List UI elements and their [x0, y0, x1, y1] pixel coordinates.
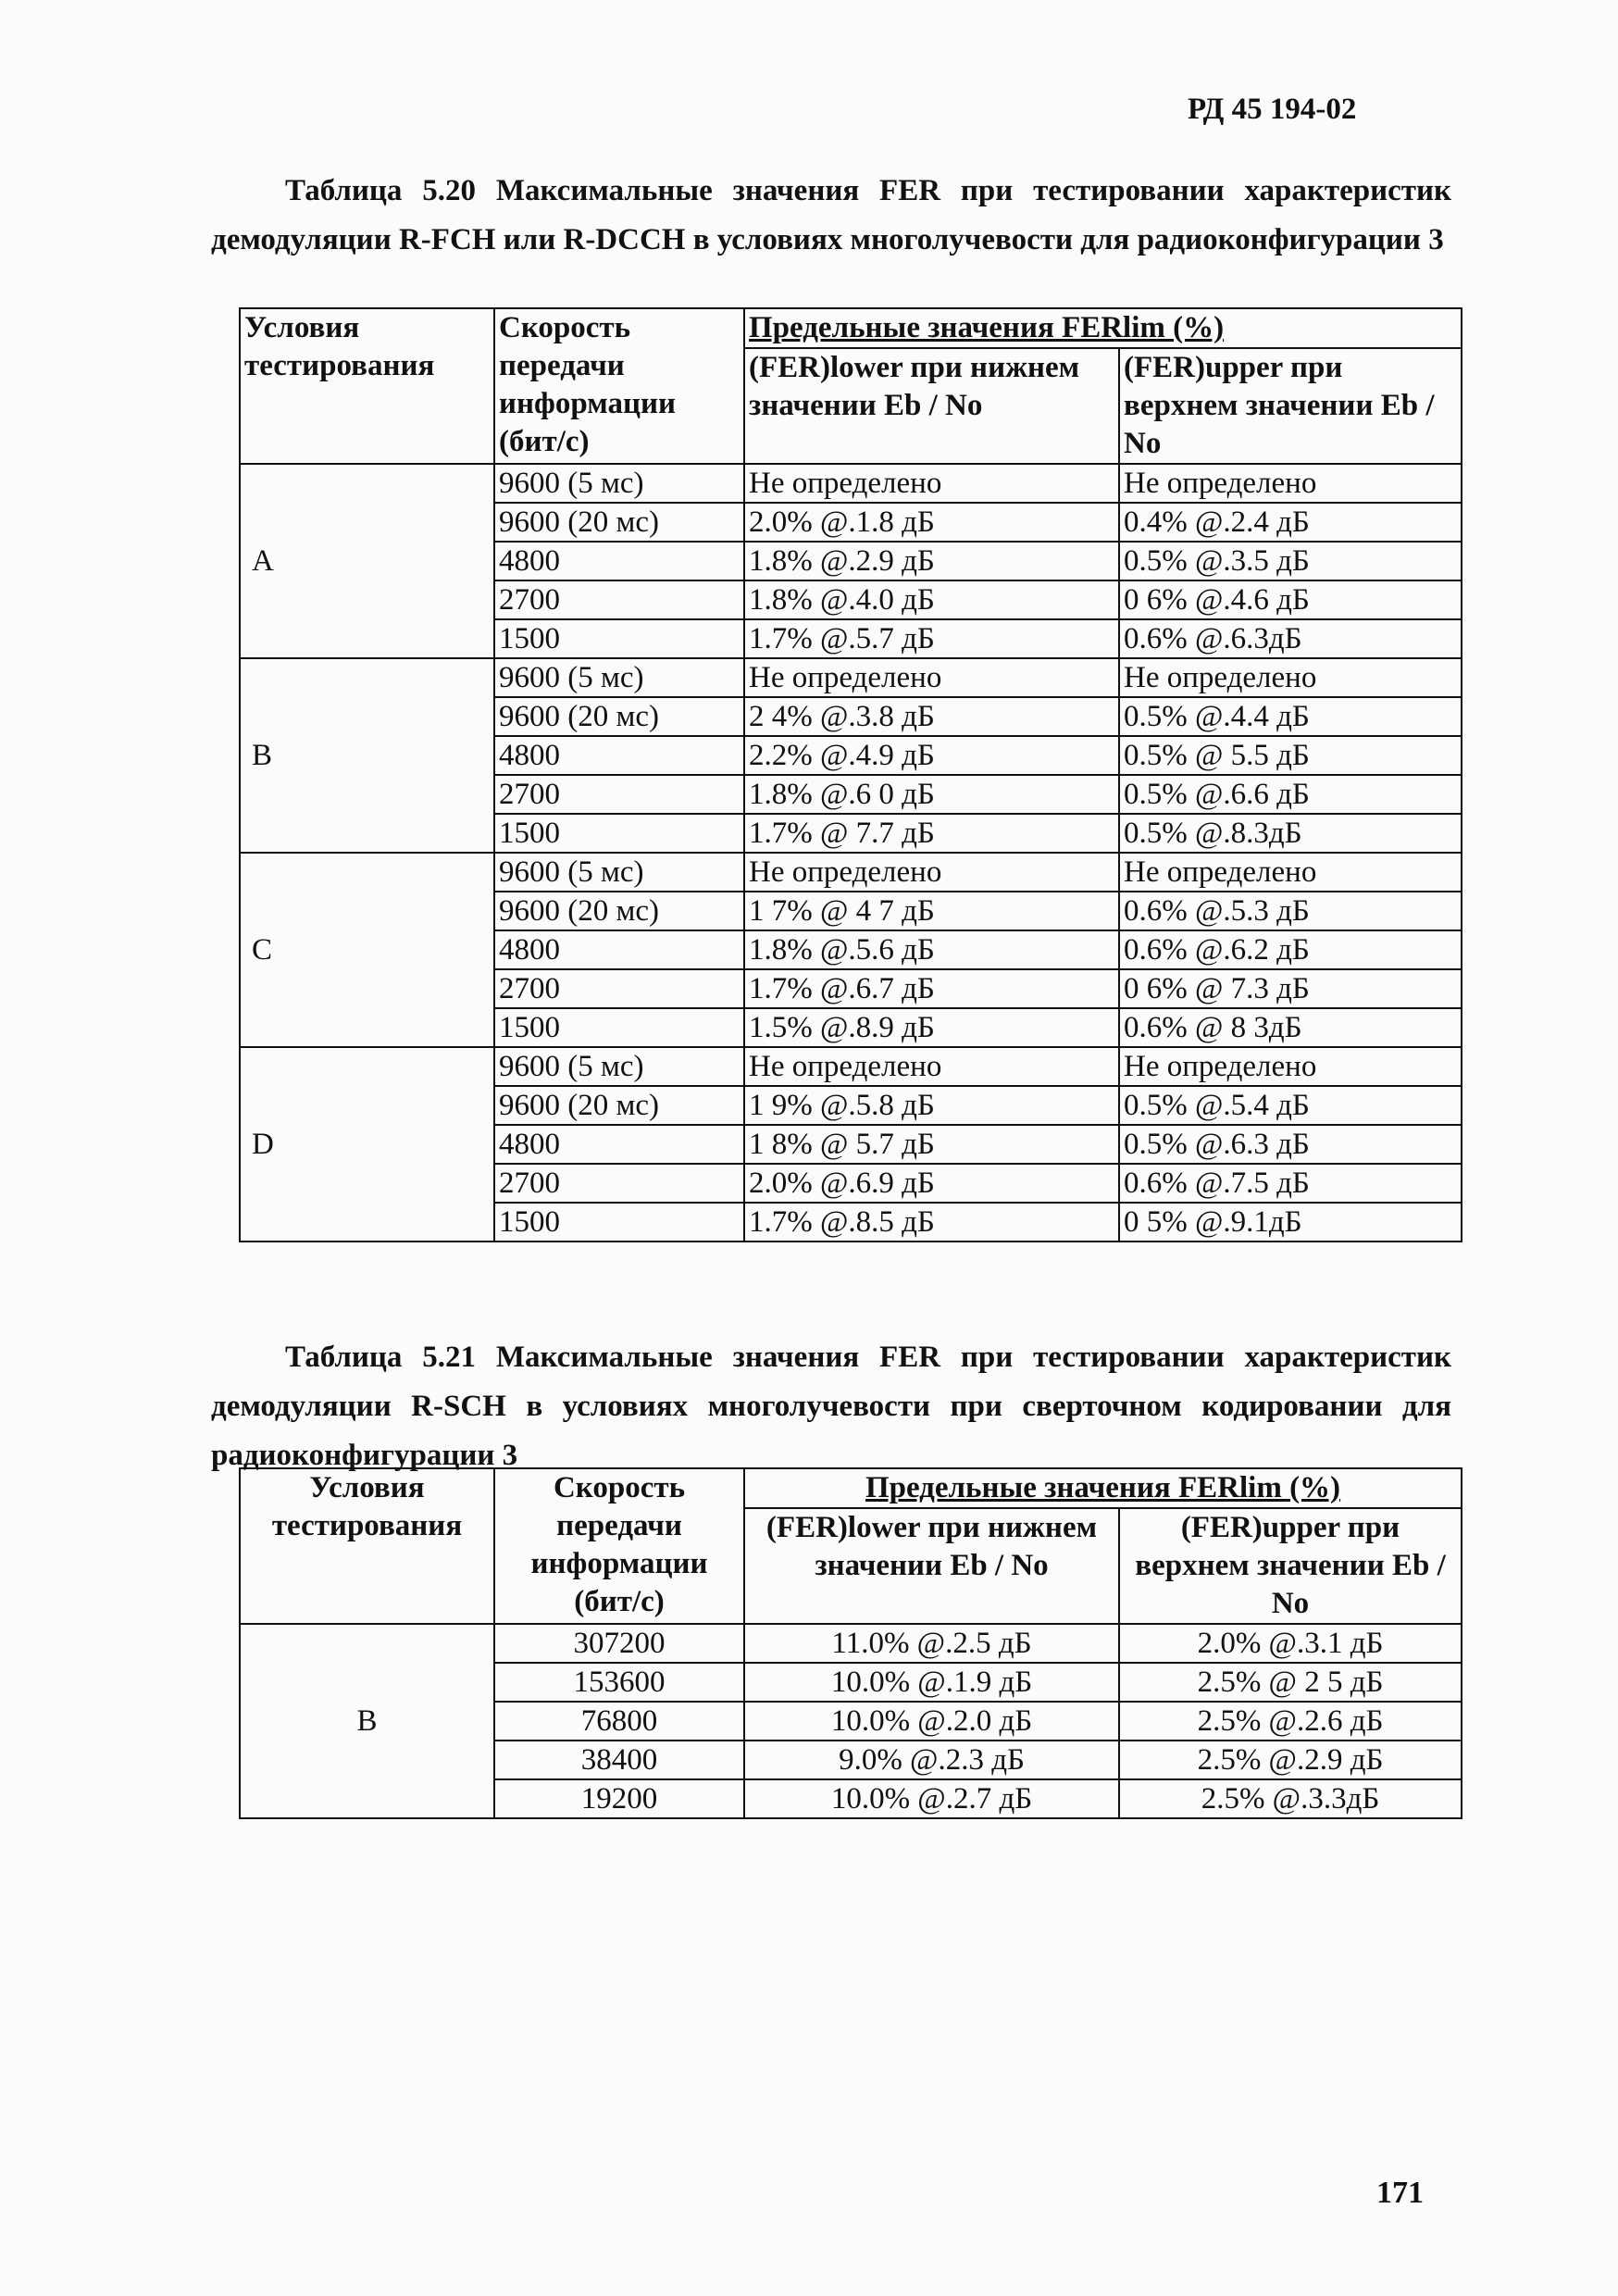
- header-fer-limits: Предельные значения FERlim (%): [744, 308, 1462, 348]
- upper-cell: 2.5% @ 2 5 дБ: [1119, 1663, 1462, 1702]
- rate-cell: 153600: [494, 1663, 744, 1702]
- rate-cell: 4800: [494, 930, 744, 969]
- lower-cell: Не определено: [744, 464, 1119, 503]
- rate-cell: 9600 (20 мс): [494, 892, 744, 930]
- lower-cell: 9.0% @.2.3 дБ: [744, 1741, 1119, 1779]
- table-row: [240, 1624, 1462, 1663]
- table-2-body: [240, 1624, 1462, 1818]
- rate-cell: 4800: [494, 736, 744, 775]
- upper-cell: 0.5% @.4.4 дБ: [1119, 697, 1462, 736]
- rate-cell: 19200: [494, 1779, 744, 1818]
- lower-cell: 2 4% @.3.8 дБ: [744, 697, 1119, 736]
- upper-cell: 0.5% @.3.5 дБ: [1119, 542, 1462, 580]
- rate-cell: 307200: [494, 1624, 744, 1663]
- lower-cell: 1.7% @.6.7 дБ: [744, 969, 1119, 1008]
- upper-cell: 0.4% @.2.4 дБ: [1119, 503, 1462, 542]
- header-fer-upper: (FER)upper при верхнем значении Eb / No: [1119, 1508, 1462, 1624]
- rate-cell: 1500: [494, 619, 744, 658]
- upper-cell: 0.6% @.6.3дБ: [1119, 619, 1462, 658]
- lower-cell: 1.7% @.8.5 дБ: [744, 1203, 1119, 1242]
- header-fer-limits: Предельные значения FERlim (%): [744, 1468, 1462, 1508]
- rate-cell: 2700: [494, 775, 744, 814]
- lower-cell: 1.8% @.4.0 дБ: [744, 580, 1119, 619]
- rate-cell: 4800: [494, 542, 744, 580]
- upper-cell: 0 5% @.9.1дБ: [1119, 1203, 1462, 1242]
- table-row: [240, 1047, 1462, 1086]
- rate-cell: 2700: [494, 580, 744, 619]
- rate-cell: 9600 (20 мс): [494, 697, 744, 736]
- upper-cell: 0.5% @ 5.5 дБ: [1119, 736, 1462, 775]
- lower-cell: 10.0% @.2.0 дБ: [744, 1702, 1119, 1741]
- rate-cell: 9600 (5 мс): [494, 853, 744, 892]
- upper-cell: 0.6% @.7.5 дБ: [1119, 1164, 1462, 1203]
- upper-cell: 2.0% @.3.1 дБ: [1119, 1624, 1462, 1663]
- upper-cell: 2.5% @.2.9 дБ: [1119, 1741, 1462, 1779]
- upper-cell: 0.5% @.8.3дБ: [1119, 814, 1462, 853]
- header-fer-upper: (FER)upper при верхнем значении Eb / No: [1119, 348, 1462, 464]
- fer-table-5-20: [239, 307, 1462, 1242]
- upper-cell: 0.5% @.6.3 дБ: [1119, 1125, 1462, 1164]
- lower-cell: Не определено: [744, 1047, 1119, 1086]
- upper-cell: Не определено: [1119, 658, 1462, 697]
- table-1-body: [240, 464, 1462, 1242]
- table-row: [240, 464, 1462, 503]
- upper-cell: 0.6% @ 8 3дБ: [1119, 1008, 1462, 1047]
- header-rate: Скорость передачи информации (бит/с): [494, 1468, 744, 1624]
- upper-cell: 2.5% @.2.6 дБ: [1119, 1702, 1462, 1741]
- rate-cell: 9600 (5 мс): [494, 658, 744, 697]
- lower-cell: 2.0% @.1.8 дБ: [744, 503, 1119, 542]
- table-1-caption: Таблица 5.20 Максимальные значения FER при тестировании характеристик демодуляции R-FCH или R-DCCH в условиях многолучевости для радиоконфигурации 3: [211, 174, 1451, 256]
- header-fer-lower: (FER)lower при нижнем значении Eb / No: [744, 348, 1119, 464]
- rate-cell: 2700: [494, 1164, 744, 1203]
- lower-cell: 1 7% @ 4 7 дБ: [744, 892, 1119, 930]
- rate-cell: 2700: [494, 969, 744, 1008]
- lower-cell: 1.8% @.6 0 дБ: [744, 775, 1119, 814]
- upper-cell: 0.5% @.5.4 дБ: [1119, 1086, 1462, 1125]
- rate-cell: 1500: [494, 1008, 744, 1047]
- condition-cell: B: [240, 1624, 494, 1818]
- upper-cell: 0.6% @.6.2 дБ: [1119, 930, 1462, 969]
- upper-cell: Не определено: [1119, 853, 1462, 892]
- lower-cell: 1.7% @.5.7 дБ: [744, 619, 1119, 658]
- lower-cell: 1.5% @.8.9 дБ: [744, 1008, 1119, 1047]
- page-number: 171: [1376, 2176, 1424, 2210]
- upper-cell: 0 6% @.4.6 дБ: [1119, 580, 1462, 619]
- rate-cell: 38400: [494, 1741, 744, 1779]
- rate-cell: 9600 (20 мс): [494, 503, 744, 542]
- rate-cell: 9600 (20 мс): [494, 1086, 744, 1125]
- condition-cell: A: [240, 464, 494, 658]
- upper-cell: Не определено: [1119, 464, 1462, 503]
- rate-cell: 76800: [494, 1702, 744, 1741]
- header-conditions: Условия тестирования: [240, 308, 494, 464]
- header-rate: Скорость передачи информации (бит/с): [494, 308, 744, 464]
- table-row: [240, 853, 1462, 892]
- upper-cell: 2.5% @.3.3дБ: [1119, 1779, 1462, 1818]
- document-code: РД 45 194-02: [1188, 93, 1357, 126]
- rate-cell: 9600 (5 мс): [494, 1047, 744, 1086]
- lower-cell: 1.8% @.2.9 дБ: [744, 542, 1119, 580]
- upper-cell: Не определено: [1119, 1047, 1462, 1086]
- condition-cell: C: [240, 853, 494, 1047]
- header-conditions: Условия тестирования: [240, 1468, 494, 1624]
- table-2-caption: Таблица 5.21 Максимальные значения FER при тестировании характеристик демодуляции R-SCH в условиях многолучевости при сверточном кодировании для радиоконфигурации 3: [211, 1341, 1451, 1472]
- rate-cell: 9600 (5 мс): [494, 464, 744, 503]
- upper-cell: 0.6% @.5.3 дБ: [1119, 892, 1462, 930]
- condition-cell: B: [240, 658, 494, 853]
- lower-cell: 11.0% @.2.5 дБ: [744, 1624, 1119, 1663]
- lower-cell: Не определено: [744, 853, 1119, 892]
- upper-cell: 0.5% @.6.6 дБ: [1119, 775, 1462, 814]
- lower-cell: 1.8% @.5.6 дБ: [744, 930, 1119, 969]
- lower-cell: 10.0% @.1.9 дБ: [744, 1663, 1119, 1702]
- fer-table-5-21: [239, 1467, 1462, 1819]
- lower-cell: 2.2% @.4.9 дБ: [744, 736, 1119, 775]
- rate-cell: 4800: [494, 1125, 744, 1164]
- lower-cell: 10.0% @.2.7 дБ: [744, 1779, 1119, 1818]
- condition-cell: D: [240, 1047, 494, 1242]
- upper-cell: 0 6% @ 7.3 дБ: [1119, 969, 1462, 1008]
- lower-cell: 2.0% @.6.9 дБ: [744, 1164, 1119, 1203]
- lower-cell: Не определено: [744, 658, 1119, 697]
- lower-cell: 1.7% @ 7.7 дБ: [744, 814, 1119, 853]
- rate-cell: 1500: [494, 1203, 744, 1242]
- rate-cell: 1500: [494, 814, 744, 853]
- table-row: [240, 658, 1462, 697]
- header-fer-lower: (FER)lower при нижнем значении Eb / No: [744, 1508, 1119, 1624]
- lower-cell: 1 8% @ 5.7 дБ: [744, 1125, 1119, 1164]
- lower-cell: 1 9% @.5.8 дБ: [744, 1086, 1119, 1125]
